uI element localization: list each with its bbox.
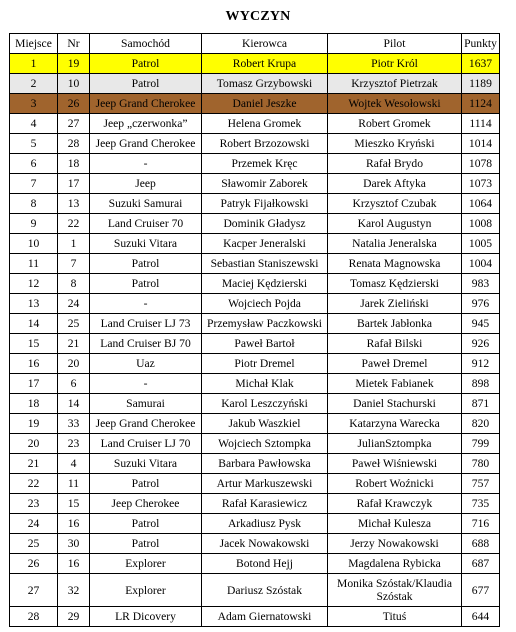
results-table	[9, 33, 500, 627]
driver-cell: Artur Markuszewski	[202, 474, 328, 494]
driver-cell: Robert Brzozowski	[202, 134, 328, 154]
place-cell: 1	[10, 54, 58, 74]
table-row	[10, 274, 500, 294]
points-cell: 1008	[462, 214, 500, 234]
place-cell: 23	[10, 494, 58, 514]
pilot-cell: Karol Augustyn	[328, 214, 462, 234]
number-cell: 25	[58, 314, 90, 334]
place-cell: 6	[10, 154, 58, 174]
place-cell: 4	[10, 114, 58, 134]
car-cell: Suzuki Vitara	[90, 454, 202, 474]
driver-cell: Kacper Jeneralski	[202, 234, 328, 254]
table-row	[10, 134, 500, 154]
driver-cell: Przemysław Paczkowski	[202, 314, 328, 334]
place-cell: 3	[10, 94, 58, 114]
driver-cell: Arkadiusz Pysk	[202, 514, 328, 534]
table-row	[10, 354, 500, 374]
driver-cell: Helena Gromek	[202, 114, 328, 134]
table-row	[10, 474, 500, 494]
table-row	[10, 294, 500, 314]
points-cell: 871	[462, 394, 500, 414]
number-cell: 29	[58, 607, 90, 627]
car-cell: Land Cruiser LJ 70	[90, 434, 202, 454]
number-cell: 16	[58, 514, 90, 534]
table-row	[10, 534, 500, 554]
car-cell: Land Cruiser LJ 73	[90, 314, 202, 334]
pilot-cell: Magdalena Rybicka	[328, 554, 462, 574]
pilot-cell: Jerzy Nowakowski	[328, 534, 462, 554]
table-row	[10, 234, 500, 254]
table-row	[10, 374, 500, 394]
number-cell: 28	[58, 134, 90, 154]
place-cell: 11	[10, 254, 58, 274]
pilot-cell: Darek Aftyka	[328, 174, 462, 194]
points-cell: 912	[462, 354, 500, 374]
column-header-punkty: Punkty	[462, 34, 500, 54]
pilot-cell: Monika Szóstak/Klaudia Szóstak	[328, 574, 462, 607]
place-cell: 18	[10, 394, 58, 414]
table-row	[10, 414, 500, 434]
car-cell: Patrol	[90, 474, 202, 494]
car-cell: Patrol	[90, 274, 202, 294]
car-cell: Jeep Cherokee	[90, 494, 202, 514]
pilot-cell: Paweł Wiśniewski	[328, 454, 462, 474]
car-cell: Patrol	[90, 514, 202, 534]
place-cell: 22	[10, 474, 58, 494]
table-row	[10, 454, 500, 474]
points-cell: 1124	[462, 94, 500, 114]
car-cell: -	[90, 374, 202, 394]
pilot-cell: Michał Kulesza	[328, 514, 462, 534]
car-cell: Suzuki Vitara	[90, 234, 202, 254]
table-row	[10, 254, 500, 274]
pilot-cell: Renata Magnowska	[328, 254, 462, 274]
points-cell: 757	[462, 474, 500, 494]
number-cell: 19	[58, 54, 90, 74]
place-cell: 5	[10, 134, 58, 154]
driver-cell: Tomasz Grzybowski	[202, 74, 328, 94]
points-cell: 780	[462, 454, 500, 474]
pilot-cell: Robert Gromek	[328, 114, 462, 134]
place-cell: 10	[10, 234, 58, 254]
points-cell: 983	[462, 274, 500, 294]
number-cell: 7	[58, 254, 90, 274]
pilot-cell: Katarzyna Warecka	[328, 414, 462, 434]
pilot-cell: Robert Woźnicki	[328, 474, 462, 494]
place-cell: 14	[10, 314, 58, 334]
pilot-cell: Krzysztof Czubak	[328, 194, 462, 214]
driver-cell: Wojciech Sztompka	[202, 434, 328, 454]
place-cell: 15	[10, 334, 58, 354]
driver-cell: Jacek Nowakowski	[202, 534, 328, 554]
pilot-cell: Daniel Stachurski	[328, 394, 462, 414]
driver-cell: Jakub Waszkiel	[202, 414, 328, 434]
points-cell: 1064	[462, 194, 500, 214]
pilot-cell: Tomasz Kędzierski	[328, 274, 462, 294]
number-cell: 1	[58, 234, 90, 254]
car-cell: Samurai	[90, 394, 202, 414]
car-cell: -	[90, 294, 202, 314]
points-cell: 820	[462, 414, 500, 434]
driver-cell: Maciej Kędzierski	[202, 274, 328, 294]
table-row	[10, 574, 500, 607]
car-cell: -	[90, 154, 202, 174]
number-cell: 26	[58, 94, 90, 114]
pilot-cell: Rafał Brydo	[328, 154, 462, 174]
pilot-cell: Krzysztof Pietrzak	[328, 74, 462, 94]
place-cell: 24	[10, 514, 58, 534]
points-cell: 926	[462, 334, 500, 354]
points-cell: 976	[462, 294, 500, 314]
number-cell: 6	[58, 374, 90, 394]
pilot-cell: Paweł Dremel	[328, 354, 462, 374]
car-cell: Explorer	[90, 554, 202, 574]
points-cell: 1189	[462, 74, 500, 94]
place-cell: 20	[10, 434, 58, 454]
number-cell: 24	[58, 294, 90, 314]
driver-cell: Sławomir Zaborek	[202, 174, 328, 194]
pilot-cell: Piotr Król	[328, 54, 462, 74]
driver-cell: Barbara Pawłowska	[202, 454, 328, 474]
number-cell: 21	[58, 334, 90, 354]
points-cell: 1114	[462, 114, 500, 134]
column-header-nr: Nr	[58, 34, 90, 54]
number-cell: 20	[58, 354, 90, 374]
number-cell: 4	[58, 454, 90, 474]
points-cell: 945	[462, 314, 500, 334]
page-title: WYCZYN	[225, 9, 291, 24]
driver-cell: Dominik Gładysz	[202, 214, 328, 234]
number-cell: 14	[58, 394, 90, 414]
driver-cell: Rafał Karasiewicz	[202, 494, 328, 514]
number-cell: 33	[58, 414, 90, 434]
points-cell: 1014	[462, 134, 500, 154]
pilot-cell: Mieszko Kryński	[328, 134, 462, 154]
place-cell: 2	[10, 74, 58, 94]
table-row	[10, 494, 500, 514]
car-cell: Jeep Grand Cherokee	[90, 94, 202, 114]
number-cell: 17	[58, 174, 90, 194]
table-row	[10, 94, 500, 114]
pilot-cell: Mietek Fabianek	[328, 374, 462, 394]
car-cell: Patrol	[90, 54, 202, 74]
place-cell: 19	[10, 414, 58, 434]
table-row	[10, 554, 500, 574]
number-cell: 13	[58, 194, 90, 214]
points-cell: 716	[462, 514, 500, 534]
table-row	[10, 194, 500, 214]
points-cell: 1004	[462, 254, 500, 274]
driver-cell: Sebastian Staniszewski	[202, 254, 328, 274]
column-header-samochod: Samochód	[90, 34, 202, 54]
points-cell: 898	[462, 374, 500, 394]
place-cell: 13	[10, 294, 58, 314]
pilot-cell: Natalia Jeneralska	[328, 234, 462, 254]
number-cell: 27	[58, 114, 90, 134]
table-row	[10, 434, 500, 454]
number-cell: 11	[58, 474, 90, 494]
number-cell: 10	[58, 74, 90, 94]
car-cell: Jeep „czerwonka”	[90, 114, 202, 134]
table-row	[10, 314, 500, 334]
points-cell: 688	[462, 534, 500, 554]
car-cell: Suzuki Samurai	[90, 194, 202, 214]
place-cell: 28	[10, 607, 58, 627]
pilot-cell: Rafał Bilski	[328, 334, 462, 354]
number-cell: 8	[58, 274, 90, 294]
number-cell: 15	[58, 494, 90, 514]
car-cell: Jeep	[90, 174, 202, 194]
pilot-cell: Tituś	[328, 607, 462, 627]
place-cell: 16	[10, 354, 58, 374]
car-cell: Uaz	[90, 354, 202, 374]
driver-cell: Karol Leszczyński	[202, 394, 328, 414]
points-cell: 1637	[462, 54, 500, 74]
car-cell: Jeep Grand Cherokee	[90, 134, 202, 154]
place-cell: 8	[10, 194, 58, 214]
place-cell: 27	[10, 574, 58, 607]
place-cell: 17	[10, 374, 58, 394]
pilot-cell: Jarek Zieliński	[328, 294, 462, 314]
place-cell: 12	[10, 274, 58, 294]
table-row	[10, 214, 500, 234]
points-cell: 1078	[462, 154, 500, 174]
table-row	[10, 74, 500, 94]
car-cell: LR Dicovery	[90, 607, 202, 627]
pilot-cell: Bartek Jabłonka	[328, 314, 462, 334]
column-header-kierowca: Kierowca	[202, 34, 328, 54]
pilot-cell: Rafał Krawczyk	[328, 494, 462, 514]
driver-cell: Daniel Jeszke	[202, 94, 328, 114]
table-row	[10, 54, 500, 74]
table-row	[10, 607, 500, 627]
car-cell: Patrol	[90, 534, 202, 554]
car-cell: Patrol	[90, 74, 202, 94]
points-cell: 677	[462, 574, 500, 607]
driver-cell: Patryk Fijałkowski	[202, 194, 328, 214]
driver-cell: Michał Klak	[202, 374, 328, 394]
place-cell: 21	[10, 454, 58, 474]
car-cell: Land Cruiser 70	[90, 214, 202, 234]
pilot-cell: Wojtek Wesołowski	[328, 94, 462, 114]
driver-cell: Botond Hejj	[202, 554, 328, 574]
driver-cell: Paweł Bartoł	[202, 334, 328, 354]
table-row	[10, 334, 500, 354]
table-row	[10, 514, 500, 534]
points-cell: 687	[462, 554, 500, 574]
points-cell: 799	[462, 434, 500, 454]
header-row	[10, 34, 500, 54]
column-header-miejsce: Miejsce	[10, 34, 58, 54]
car-cell: Land Cruiser BJ 70	[90, 334, 202, 354]
points-cell: 1005	[462, 234, 500, 254]
number-cell: 32	[58, 574, 90, 607]
column-header-pilot: Pilot	[328, 34, 462, 54]
table-row	[10, 394, 500, 414]
car-cell: Jeep Grand Cherokee	[90, 414, 202, 434]
points-cell: 644	[462, 607, 500, 627]
results-body	[10, 54, 500, 627]
number-cell: 18	[58, 154, 90, 174]
place-cell: 7	[10, 174, 58, 194]
driver-cell: Piotr Dremel	[202, 354, 328, 374]
table-row	[10, 114, 500, 134]
driver-cell: Wojciech Pojda	[202, 294, 328, 314]
car-cell: Patrol	[90, 254, 202, 274]
driver-cell: Przemek Kręc	[202, 154, 328, 174]
driver-cell: Adam Giernatowski	[202, 607, 328, 627]
pilot-cell: JulianSztompka	[328, 434, 462, 454]
points-cell: 1073	[462, 174, 500, 194]
number-cell: 30	[58, 534, 90, 554]
place-cell: 26	[10, 554, 58, 574]
driver-cell: Dariusz Szóstak	[202, 574, 328, 607]
driver-cell: Robert Krupa	[202, 54, 328, 74]
number-cell: 22	[58, 214, 90, 234]
table-row	[10, 154, 500, 174]
place-cell: 25	[10, 534, 58, 554]
points-cell: 735	[462, 494, 500, 514]
place-cell: 9	[10, 214, 58, 234]
car-cell: Explorer	[90, 574, 202, 607]
number-cell: 16	[58, 554, 90, 574]
number-cell: 23	[58, 434, 90, 454]
table-row	[10, 174, 500, 194]
